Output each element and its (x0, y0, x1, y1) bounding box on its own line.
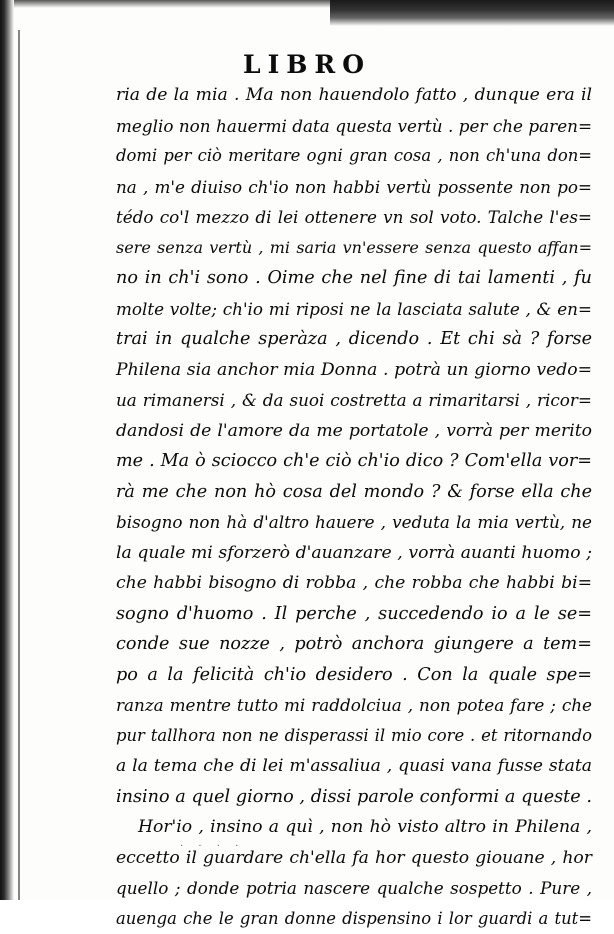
text-line: conde sue nozze , potrò anchora giungere a tem= (116, 629, 592, 660)
text-line: quello ; donde potria nascere qualche sospetto . Pure , (116, 873, 592, 904)
text-line: ranza mentre tutto mi raddolciua , non potea fare ; che (116, 690, 592, 721)
bottom-marks: . . . . (180, 838, 244, 849)
text-line: bisogno non hà d'altro hauere , veduta la mia vertù, ne (116, 507, 592, 538)
text-line: insino a quel giorno , dissi parole conformi a queste . (116, 782, 592, 813)
scan-shadow-top (14, 0, 330, 8)
text-line: eccetto il guardare ch'ella fa hor questo giouane , hor (116, 843, 592, 874)
binding-line (18, 30, 20, 900)
text-line: po a la felicità ch'io desidero . Con la quale spe= (116, 660, 592, 691)
text-line: sere senza vertù , mi saria vn'essere senza questo affan= (116, 233, 592, 264)
text-line: na , m'e diuiso ch'io non habbi vertù possente non po= (116, 172, 592, 203)
scan-shadow-corner (330, 0, 614, 26)
binding-edge (0, 0, 14, 900)
text-line: Philena sia anchor mia Donna . potrà un giorno vedo= (116, 355, 592, 386)
text-line: no in ch'i sono . Oime che nel fine di tai lamenti , fu (116, 263, 592, 294)
text-line: auenga che le gran donne dispensino i lor guardi a tut= (116, 904, 592, 934)
text-line: trai in qualche speràza , dicendo . Et chi sà ? forse (116, 324, 592, 355)
text-line: la quale mi sforzerò d'auanzare , vorrà auanti huomo ; (116, 538, 592, 569)
text-line: molte volte; ch'io mi riposi ne la lasciata salute , & en= (116, 294, 592, 325)
text-line: domi per ciò meritare ogni gran cosa , non ch'una don= (116, 141, 592, 172)
text-line: tédo co'l mezzo di lei ottenere vn sol voto. Talche l'es= (116, 202, 592, 233)
running-head: LIBRO (0, 50, 614, 79)
text-line: a la tema che di lei m'assaliua , quasi vana fusse stata (116, 751, 592, 782)
body-text (116, 80, 592, 934)
text-line: Hor'io , insino a quì , non hò visto altro in Philena , (116, 812, 592, 843)
text-line: me . Ma ò sciocco ch'e ciò ch'io dico ? Com'ella vor= (116, 446, 592, 477)
text-line: dandosi de l'amore da me portatole , vorrà per merito (116, 416, 592, 447)
text-line: ria de la mia . Ma non hauendolo fatto , dunque era il (116, 80, 592, 111)
text-line: ua rimanersi , & da suoi costretta a rimaritarsi , ricor= (116, 385, 592, 416)
text-line: meglio non hauermi data questa vertù . per che paren= (116, 111, 592, 142)
text-line: sogno d'huomo . Il perche , succedendo io a le se= (116, 599, 592, 630)
text-line: pur tallhora non ne disperassi il mio core . et ritornando (116, 721, 592, 752)
text-line: rà me che non hò cosa del mondo ? & forse ella che (116, 477, 592, 508)
text-line: che habbi bisogno di robba , che robba che habbi bi= (116, 568, 592, 599)
